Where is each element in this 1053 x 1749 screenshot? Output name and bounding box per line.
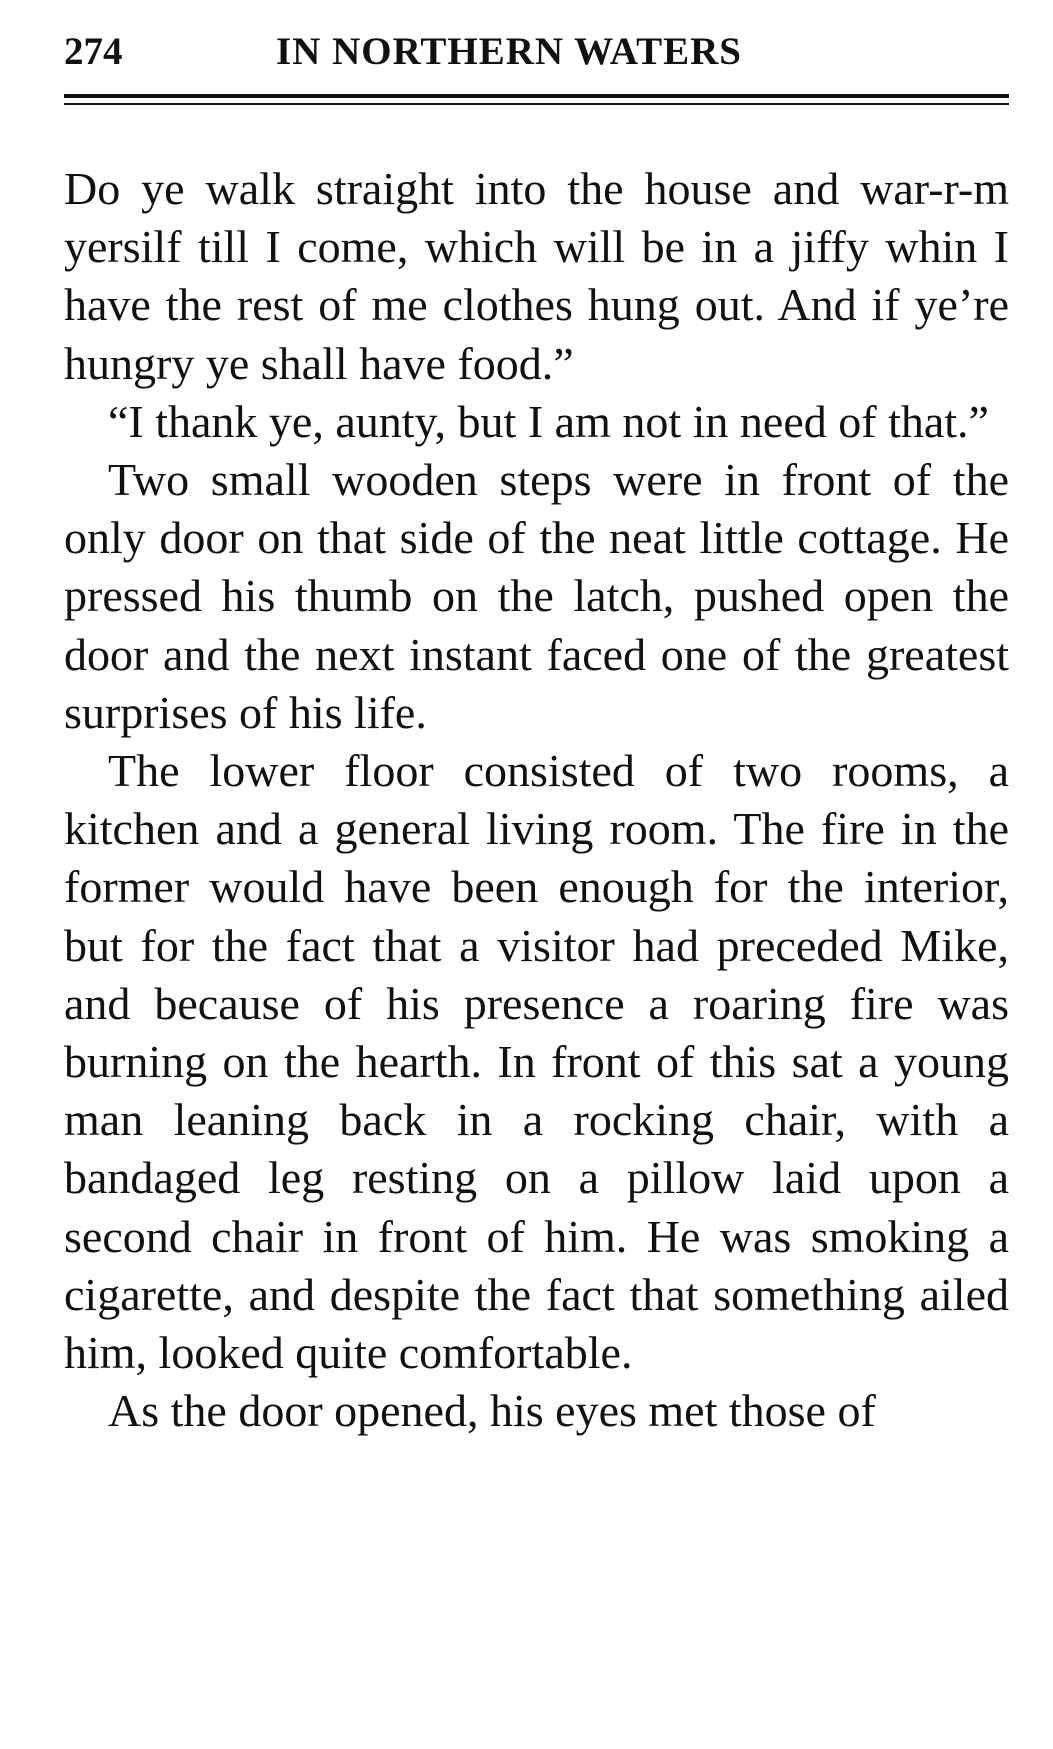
- page-number: 274: [64, 30, 123, 73]
- body-text: [64, 160, 1009, 1440]
- paragraph: As the door opened, his eyes met those of: [108, 1385, 876, 1437]
- paragraph: Do ye walk straight into the house and war-r-m yersilf till I come, which will be in a jiffy whin I have the rest of me clothes hung out. And if ye’re hungry ye shall have food.”: [64, 163, 1009, 389]
- header-rule-thin: [64, 103, 1009, 105]
- running-head: [64, 30, 1009, 74]
- paragraph: “I thank ye, aunty, but I am not in need of that.”: [108, 395, 989, 447]
- paragraph: Two small wooden steps were in front of the only door on that side of the neat little cottage. He pressed his thumb on the latch, pushed open the door and the next instant faced one of the greatest surprises of his life.: [64, 454, 1009, 738]
- header-rule-thick: [64, 94, 1009, 98]
- paragraph: The lower floor consisted of two rooms, a kitchen and a general living room. The fire in the former would have been enough for the interior, but for the fact that a visitor had preceded Mike, and because of his presence a roaring fire was burning on the hearth. In front of this sat a young man leaning back in a rocking chair, with a bandaged leg resting on a pillow laid upon a second chair in front of him. He was smoking a cigarette, and despite the fact that something ailed him, looked quite comfortable.: [64, 745, 1009, 1379]
- running-title: IN NORTHERN WATERS: [276, 30, 742, 73]
